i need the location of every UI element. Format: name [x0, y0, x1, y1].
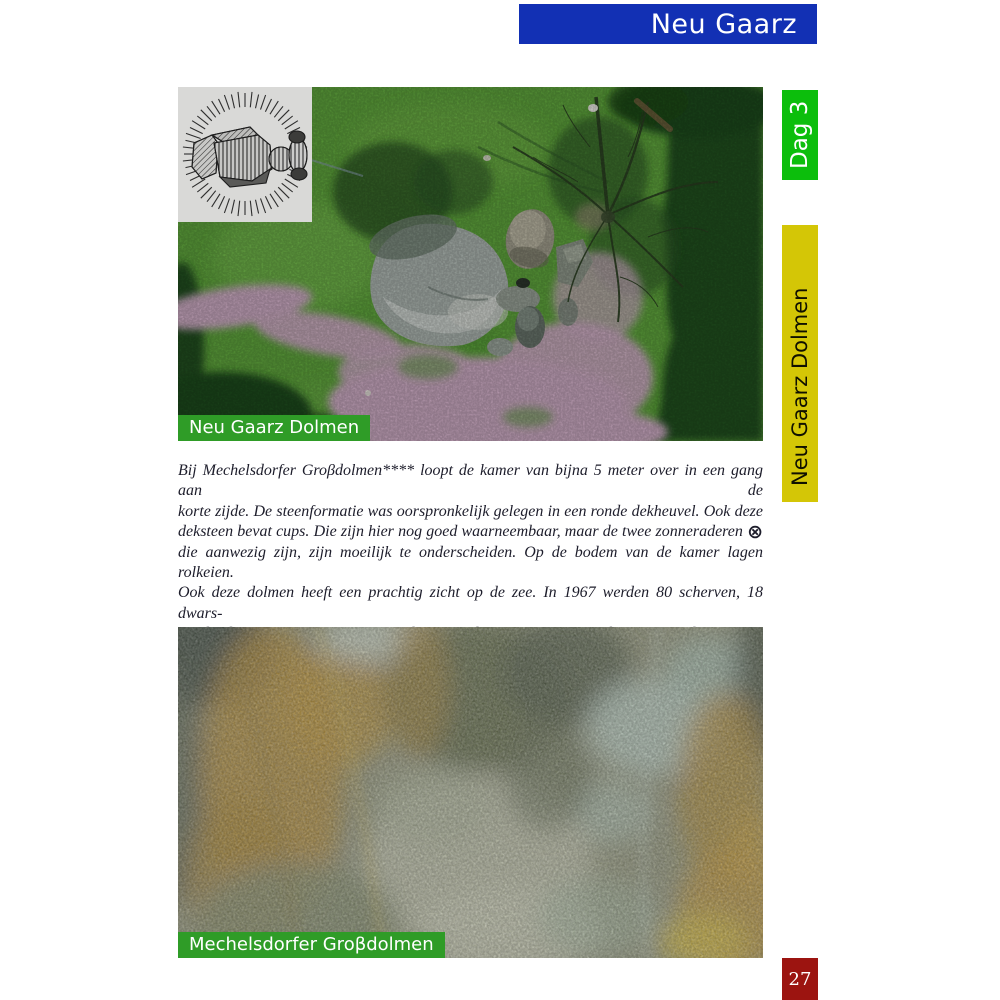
paragraph-line: Bij Mechelsdorfer Groβdolmen**** loopt de kamer van bijna 5 meter over in een gang aan de — [178, 462, 763, 500]
lichen-photo-illustration — [178, 627, 763, 958]
tab-section — [782, 225, 818, 502]
page-number: 27 — [788, 968, 812, 990]
aerial-photo-illustration — [178, 87, 763, 441]
photo2-caption-label: Mechelsdorfer Groβdolmen — [189, 934, 434, 955]
photo2-caption — [178, 932, 445, 958]
paragraph-line — [178, 522, 763, 542]
photo1-caption — [178, 415, 370, 441]
tab-section-label: Neu Gaarz Dolmen — [788, 287, 812, 486]
paragraph-line-text: deksteen bevat cups. Die zijn hier nog goed waarneembaar, maar de twee zonneraderen — [178, 523, 743, 541]
tab-day — [782, 90, 818, 180]
page-number-box — [782, 958, 818, 1000]
paragraph-line: korte zijde. De steenformatie was oorspronkelijk gelegen in een ronde dekheuvel. Ook deze — [178, 502, 763, 520]
paragraph-line: die aanwezig zijn, zijn moeilijk te onderscheiden. Op de bodem van de kamer lagen rolkeien. — [178, 543, 763, 582]
photo-aerial-dolmen — [178, 87, 763, 441]
paragraph-line: Ook deze dolmen heeft een prachtig zicht op de zee. In 1967 werden 80 scherven, 18 dwars- — [178, 584, 763, 622]
sun-wheel-icon: ⊗ — [747, 521, 763, 544]
chapter-title: Neu Gaarz — [650, 8, 797, 40]
tab-day-label: Dag 3 — [787, 100, 813, 170]
photo1-caption-label: Neu Gaarz Dolmen — [189, 417, 360, 438]
chapter-header-bar — [519, 4, 817, 44]
inset-plan-diagram — [178, 87, 312, 222]
photo-lichen-capstone — [178, 627, 763, 958]
